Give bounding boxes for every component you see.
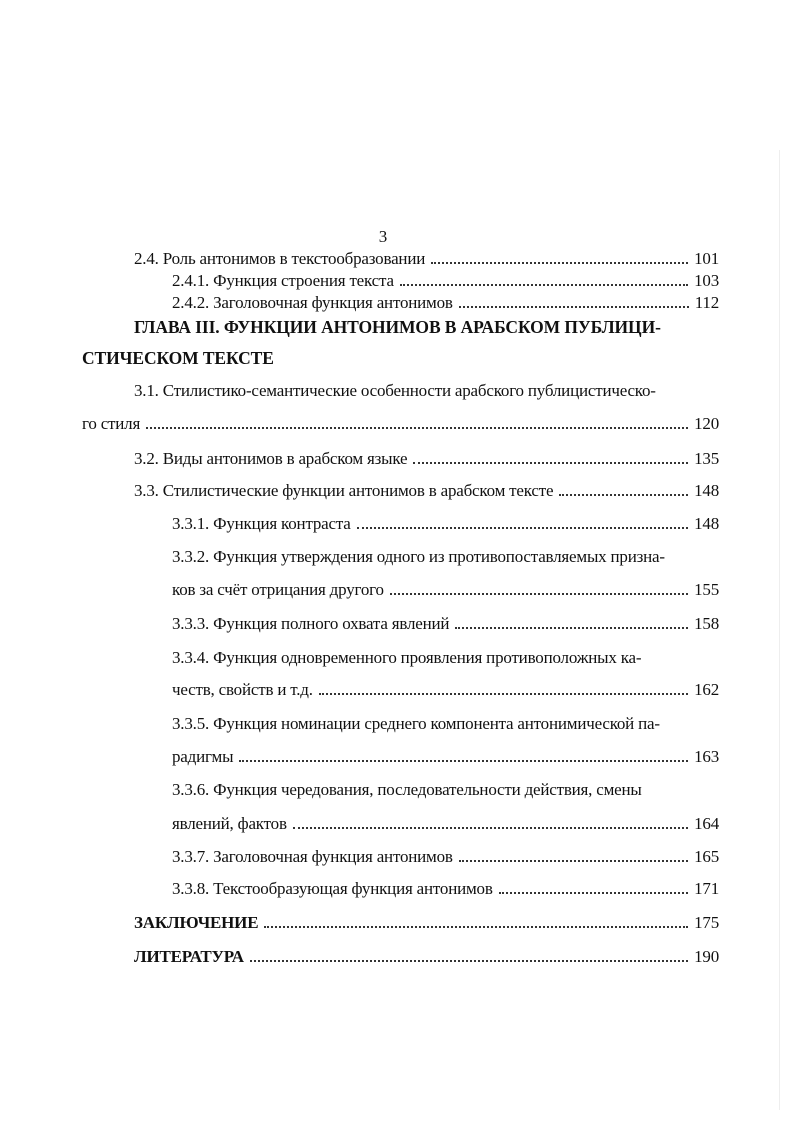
entry-title: 3.2. Виды антонимов в арабском языке bbox=[134, 449, 408, 468]
entry-page: 165 bbox=[694, 847, 719, 866]
dot-leader bbox=[319, 693, 688, 695]
toc-entry-3-1 bbox=[82, 414, 719, 434]
entry-page: 155 bbox=[694, 580, 719, 599]
toc-entry-3-3-3 bbox=[172, 614, 719, 634]
entry-page: 158 bbox=[694, 614, 719, 633]
entry-title: 2.4. Роль антонимов в текстообразовании bbox=[134, 249, 426, 268]
page-number: 3 bbox=[378, 227, 388, 246]
toc-entry-3-3-6 bbox=[172, 814, 719, 834]
entry-title: 3.3.3. Функция полного охвата явлений bbox=[172, 614, 450, 633]
entry-title: честв, свойств и т.д. bbox=[172, 680, 313, 699]
dot-leader bbox=[559, 494, 688, 496]
dot-leader bbox=[357, 527, 688, 529]
toc-entry-3-3-1 bbox=[172, 514, 719, 534]
toc-entry-2-4 bbox=[134, 249, 719, 269]
page-edge bbox=[779, 150, 780, 1110]
toc-entry-3-3-5-line1: 3.3.5. Функция номинации среднего компонента антонимической па- bbox=[172, 714, 660, 733]
dot-leader bbox=[239, 760, 688, 762]
entry-title: ЛИТЕРАТУРА bbox=[134, 947, 244, 966]
dot-leader bbox=[293, 827, 688, 829]
entry-title: ков за счёт отрицания другого bbox=[172, 580, 384, 599]
toc-entry-3-3 bbox=[134, 481, 719, 501]
entry-title: явлений, фактов bbox=[172, 814, 287, 833]
toc-entry-literature bbox=[134, 947, 719, 967]
dot-leader bbox=[455, 627, 688, 629]
toc-entry-3-3-7 bbox=[172, 847, 719, 867]
chapter-3-heading-line2: СТИЧЕСКОМ ТЕКСТЕ bbox=[82, 348, 274, 368]
entry-title: 3.3.8. Текстообразующая функция антонимов bbox=[172, 879, 493, 898]
entry-page: 164 bbox=[694, 814, 719, 833]
entry-title: 3.3.7. Заголовочная функция антонимов bbox=[172, 847, 453, 866]
dot-leader bbox=[499, 892, 688, 894]
chapter-3-heading-line1: ГЛАВА III. ФУНКЦИИ АНТОНИМОВ В АРАБСКОМ ПУБЛИЦИ- bbox=[134, 317, 661, 337]
toc-entry-3-3-6-line1: 3.3.6. Функция чередования, последовательности действия, смены bbox=[172, 780, 642, 799]
toc-entry-3-3-8 bbox=[172, 879, 719, 899]
toc-entry-3-3-2-line1: 3.3.2. Функция утверждения одного из противопоставляемых призна- bbox=[172, 547, 665, 566]
toc-entry-conclusion bbox=[134, 913, 719, 933]
entry-title: ЗАКЛЮЧЕНИЕ bbox=[134, 913, 259, 932]
entry-page: 135 bbox=[694, 449, 719, 468]
dot-leader bbox=[413, 462, 688, 464]
entry-title: 2.4.1. Функция строения текста bbox=[172, 271, 394, 290]
entry-page: 175 bbox=[694, 913, 719, 932]
entry-page: 101 bbox=[694, 249, 719, 268]
toc-entry-3-3-2 bbox=[172, 580, 719, 600]
entry-title: 3.3.1. Функция контраста bbox=[172, 514, 351, 533]
toc-entry-3-3-5 bbox=[172, 747, 719, 767]
dot-leader bbox=[431, 262, 688, 264]
dot-leader bbox=[459, 860, 688, 862]
dot-leader bbox=[390, 593, 688, 595]
entry-page: 112 bbox=[694, 293, 719, 312]
entry-title: 2.4.2. Заголовочная функция антонимов bbox=[172, 293, 453, 312]
entry-page: 148 bbox=[694, 481, 719, 500]
entry-title: 3.3. Стилистические функции антонимов в арабском тексте bbox=[134, 481, 554, 500]
entry-page: 103 bbox=[694, 271, 719, 290]
toc-entry-2-4-1 bbox=[172, 271, 719, 291]
toc-entry-3-3-4-line1: 3.3.4. Функция одновременного проявления противоположных ка- bbox=[172, 648, 642, 667]
toc-entry-3-2 bbox=[134, 449, 719, 469]
entry-page: 190 bbox=[694, 947, 719, 966]
entry-page: 120 bbox=[694, 414, 719, 433]
entry-title: радигмы bbox=[172, 747, 234, 766]
toc-entry-2-4-2 bbox=[172, 293, 719, 313]
entry-title: го стиля bbox=[82, 414, 141, 433]
dot-leader bbox=[146, 427, 688, 429]
entry-page: 162 bbox=[694, 680, 719, 699]
dot-leader bbox=[250, 960, 688, 962]
dot-leader bbox=[459, 306, 689, 308]
entry-page: 148 bbox=[694, 514, 719, 533]
entry-page: 163 bbox=[694, 747, 719, 766]
dot-leader bbox=[400, 284, 688, 286]
entry-page: 171 bbox=[694, 879, 719, 898]
toc-entry-3-1-line1: 3.1. Стилистико-семантические особенности арабского публицистическо- bbox=[134, 381, 656, 400]
toc-entry-3-3-4 bbox=[172, 680, 719, 700]
dot-leader bbox=[264, 926, 688, 928]
